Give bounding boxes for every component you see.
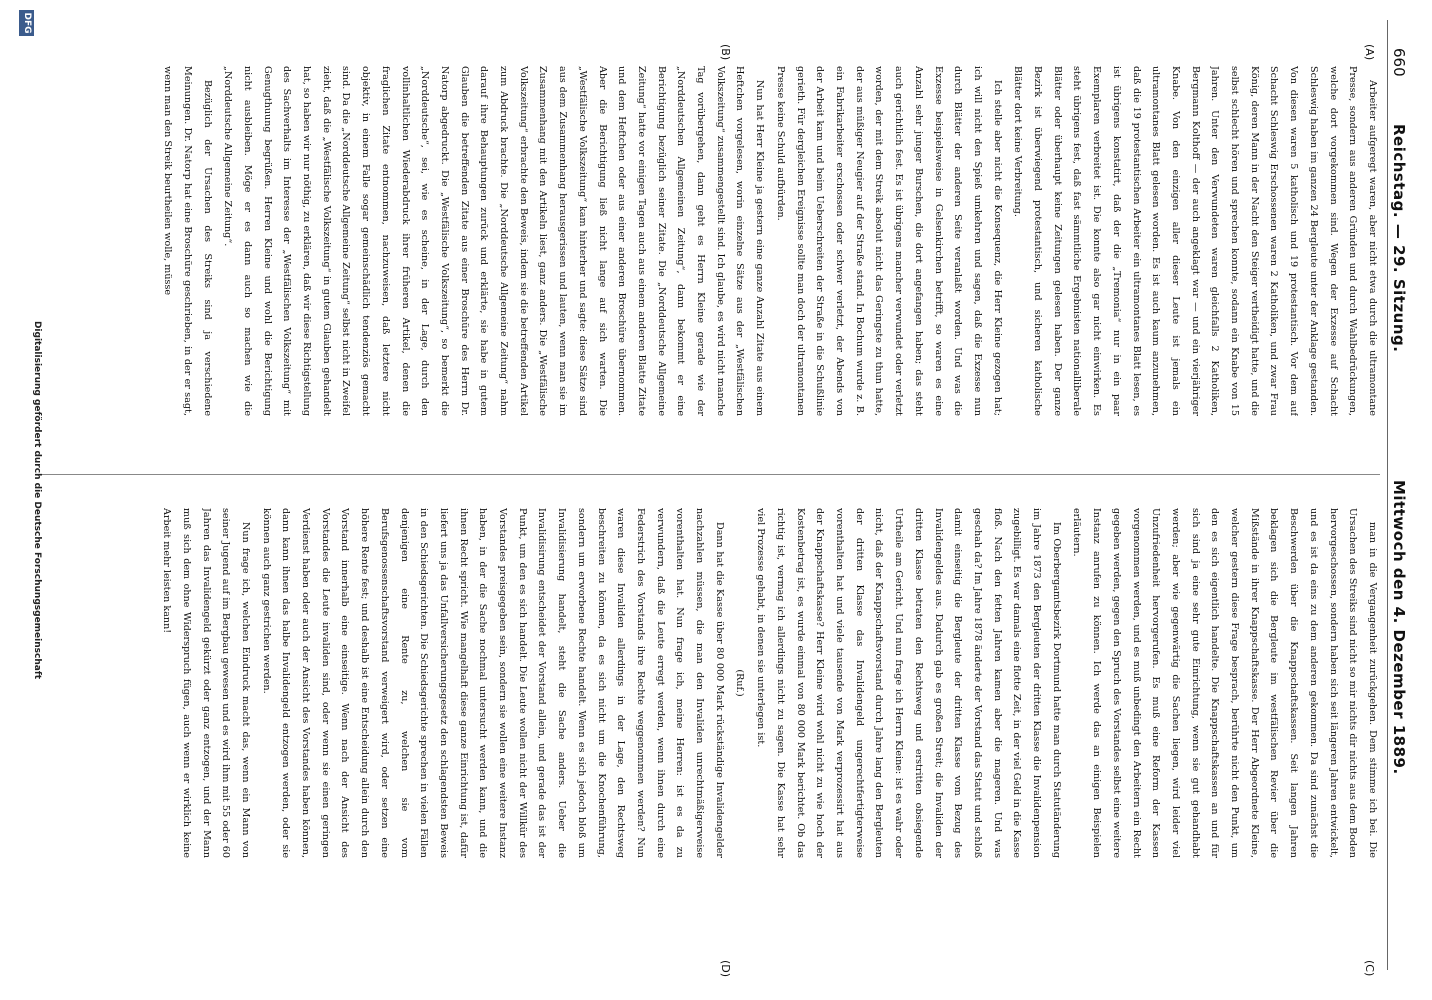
interjection: (Ruf.): [734, 669, 746, 697]
paragraph: Dann hat die Kasse über 80 000 Mark rückständige Invalidengelder nachzahlen müssen, die man den Invaliden unrechtmäßigerweise vorenthalten hat. Nun frage ich, meine Herren: ist es da zu verwundern, daß die Leute erregt werden, wenn ihnen durch eine Federstrich des Vorstands ihre Rechte weggenommen werden? Nun waren diese Invaliden allerdings in der Lage, den Rechtsweg beschreiten zu können, da es sich nicht um die Knochenführung, sondern um erworbene Rechte handelt. Wenn es sich jedoch bloß um Invalidisierung handelt, steht die Sache anders. Ueber die Invalidisirung entscheidet der Vorstand allein, und gerade das ist der Punkt, um den es sich handelt. Die Leute wollen nicht der Willkür des Vorstandes preisgegeben sein, sondern sie wollen eine weitere Instanz haben, in der die Sache nochmal untersucht werden kann, und die ihnen Recht spricht. Wie mangelhaft diese ganze Einrichtung ist, dafür liefert uns ja das Unfallversicherungsgesetz den schlagendsten Beweis in den Schiedsgerichten. Die Schiedsgerichte sprechen in vielen Fällen denjenigen eine Rente zu, welchen sie vom Berufsgenossenschaftsvorstand verweigert wird, oder setzen eine höhere Rente fest; und deshalb ist eine Entscheidung allein durch den Vorstand innerhalb eine einseitige. Wenn nach der Ansicht des Vorstandes die Leute invaliden sind, oder wenn sie einen geringen Verdienst haben oder auch der Ansicht des Vorstandes haben können, dann kann ihnen das halbe Invalidengeld entzogen werden, oder sie können auch ganz gestrichen werden.: [260, 508, 725, 858]
digitization-credit: Digitalisierung gefördert durch die Deutsche Forschungsgemeinschaft: [32, 320, 42, 680]
paragraph: Bezüglich der Ursachen des Streiks sind ja verschiedene Meinungen. Dr. Natorp hat eine Broschüre geschrieben, in der er sagt, wenn man den Streik beurtheilen wolle, müsse: [162, 66, 213, 416]
margin-marker-c: (C): [1363, 960, 1376, 977]
page-number: 660: [1390, 48, 1408, 77]
text-column-left: [42, 66, 1382, 416]
margin-marker-b: (B): [719, 44, 732, 61]
header-rule: [1387, 20, 1388, 970]
page-header: [1386, 40, 1426, 970]
paragraph: Nun frage ich, welchen Eindruck macht das, wenn ein Mann von seiner Jugend auf im Bergbau gewesen und es wird ihm mit 55 oder 60 Jahren das Invalidengeld gekürzt oder ganz entzogen, und der Mann muß sich dem ohne Widerspruch fügen, auch wenn er wirklich keine Arbeit mehr leisten kann!: [161, 508, 251, 858]
paragraph: Nun hat Herr Kleine ja gestern eine ganze Anzahl Zitate aus einem Heftchen vorgelesen, worin einzelne Sätze aus der „Westfälischen Volkszeitung“ zusammengestellt sind. Ich glaube, es wird nicht manche Tag vorübergehen, dann geht es Herrn Kleine gerade wie der „Norddeutschen Allgemeinen Zeitung“, dann bekommt er eine Berichtigung bezüglich seiner Zitate. Die „Norddeutsche Allgemeine Zeitung“ hatte vor einigen Tagen auch aus einem anderen Blatte Zitate und dem Heftchen oder aus einer anderen Broschüre übernommen. Aber die Berichtigung ließ nicht lange auf sich warten. Die „Westfälische Volkszeitung“ kam hinterher und sagte: diese Sätze sind aus dem Zusammenhang herausgerissen und lauten, wenn man sie im Zusammenhang mit den Artikeln liest, ganz anders. Die „Westfälische Volkszeitung“ erbrachte den Beweis, indem sie die betreffenden Artikel zum Abdruck brachte. Die „Norddeutsche Allgemeine Zeitung“ nahm darauf ihre Behauptungen zurück und erklärte, sie habe in gutem Glauben die betreffenden Zitate aus einer Broschüre des Herrn Dr. Natorp abgedruckt. Die „Westfälische Volkszeitung“, so bemerkt die „Norddeutsche“, sei, wie es scheine, in der Lage, durch den vollinhaltlichen Wiederabdruck ihrer früheren Artikel, denen die fraglichen Zitate entnommen, nachzuweisen, daß letztere nicht objektiv, in einem Falle sogar gemeinschädlich tendenziös gemacht sind. Da die „Norddeutsche Allgemeine Zeitung“ selbst nicht in Zweifel zieht, daß die „Westfälische Volkszeitung“ in gutem Glauben gehandelt hat, so haben wir nur nöthig, zu erklären, daß wir diese Richtigstellung des Sachverhalts im Interesse der „Westfälischen Volkszeitung“ mit Genugthuung begrüßen. Herren Kleine und wohl die Berichtigung nicht ausbleiben. Möge er es dann auch so machen wie die „Norddeutsche Allgemeine Zeitung“.: [222, 66, 766, 416]
text-column-right: [42, 508, 1382, 858]
dfg-logo: DFG: [19, 10, 34, 36]
margin-marker-a: (A): [1363, 44, 1376, 61]
paragraph: Ich stelle aber nicht die Konsequenz, die Herr Kleine gezogen hat; ich will nicht den Spieß umkehren und sagen, daß die Exzesse nun durch Blätter der anderen Seite veranlaßt worden. Und was die Exzesse beispielsweise in Gelsenkirchen betrifft, so waren es eine Anzahl sehr junger Burschen, die dort angefangen haben; das steht auch gerichtlich fest. Es ist übrigens mancher verwundet oder verletzt worden, der mit dem Streik absolut nicht das Geringste zu thun hatte, der aus müßiger Neugier auf der Straße stand. In Bochum wurde z. B. ein Fabrikarbeiter erschossen oder schwer verletzt, der Abends von der Arbeit kam und beim Ueberschreiten der Straße in die Schußlinie gerieth. Für dergleichen Ereignisse sollte man doch der ultramontanen Presse keine Schuld aufbürden.: [774, 66, 1003, 416]
header-right-title: Mittwoch den 4. Dezember 1889.: [1390, 480, 1408, 775]
column-divider: [40, 474, 1380, 475]
paragraph: man in die Vergangenheit zurückgehen. Dem stimme ich bei. Die Ursachen des Streiks sind nicht so mir nichts dir nichts aus dem Boden hervorgeschossen, sondern haben sich seit längeren Jahren entwickelt, und es ist da eins zu dem anderen gekommen. Da sind zunächst die Beschwerden über die Knappschaftskassen. Seit langen Jahren beklagen sich die Bergleute im westfälischen Revier über die Mißstände in ihrer Knappschaftskasse. Der Herr Abgeordnete Kleine, welcher gestern diese Frage besprach, berührte nicht den Punkt, um den es sich eigentlich handelte. Die Knappschaftskassen an und für sich sind ja eine sehr gute Einrichtung, wenn sie gut gehandhabt werden; aber wie gegenwärtig die Sachen liegen, wird leider viel Unzufriedenheit hervorgerufen. Es muß eine Reform der Kassen vorgenommen werden, und es muß unbedingt den Arbeitern ein Recht gegeben werden, gegen den Spruch des Vorstandes selbst eine weitere Instanz anrufen zu können. Ich werde das an einigen Beispielen erläutern.: [1071, 508, 1378, 858]
margin-marker-d: (D): [719, 960, 732, 978]
paragraph: Arbeiter aufgeregt waren, aber nicht etwa durch die ultramontane Presse, sondern aus anderen Gründen und durch Wahlbedrückungen, welche dort vorgekommen sind. Wegen der Exzesse auf Schacht Schleswig haben im ganzen 24 Bergleute unter der Anklage gestanden. Von diesen waren 5 katholisch und 19 protestantisch. Vor dem auf Schacht Schleswig Erschossenen waren 2 Katholiken, und zwar Frau König, deren Mann in der Nacht den Steiger vertheidigt hatte, und die selbst schlecht hören und sprechen konnte, sodann ein Knabe von 15 Jahren. Unter den Verwundeten waren gleichfalls 2 Katholiken, Bergmann Kolthoff — der auch angeklagt war — und ein vierjähriger Knabe. Von den einzigen aller dieser Leute ist jemals ein ultramontanes Blatt gelesen worden. Es ist auch kaum anzunehmen, daß die 19 protestantischen Arbeiter ein ultramontanes Blatt lesen, es ist übrigens konstatirt, daß der die „Tremonia“ nur in ein paar Exemplaren verbreitet ist. Die konnte also gar nicht einwirken. Es steht übrigens fest, daß fast sämmtliche Ergebnisten nationalliberale Blätter oder überhaupt keine Zeitungen gelesen haben. Der ganze Bezirk ist überwiegend protestantisch, und sicheren katholische Blätter dort keine Verbreitung.: [1012, 66, 1378, 416]
paragraph: Im Oberbergamtsbezirk Dortmund hatte man durch Statutänderung im Jahre 1873 den Bergleuten der dritten Klasse die Invalidenpension zugebilligt. Es war damals eine flotte Zeit, in der viel Geld in die Kasse floß. Nach den fetten Jahren kamen aber die mageren. Und was geschah da? Im Jahre 1878 änderte der Vorstand das Statut und schloß damit einseitig die Bergleute der dritten Klasse vom Bezug des Invalidengeldes aus. Dadurch gab es großen Streit; die Invaliden der dritten Klasse betraten den Rechtsweg und erstritten obsiegende Urtheile am Gericht. Und nun frage ich Herrn Kleine: ist es wahr oder nicht, daß der Knappschaftsvorstand durch Jahre lang den Bergleuten der dritten Klasse das Invalidengeld ungerechtfertigterweise vorenthalten hat und viele tausende von Mark verprozessirt hat aus der Knappschaftskasse? Herr Kleine wird wohl nicht zu wie hoch der Kostenbetrag ist, es wurde einmal von 80 000 Mark berichtet. Ob das richtig ist, vermag ich allerdings nicht zu sagen. Die Kasse hat sehr viel Prozesse gehabt, in denen sie unterlegen ist.: [755, 508, 1062, 858]
header-left-title: Reichstag. — 29. Sitzung.: [1390, 124, 1408, 353]
